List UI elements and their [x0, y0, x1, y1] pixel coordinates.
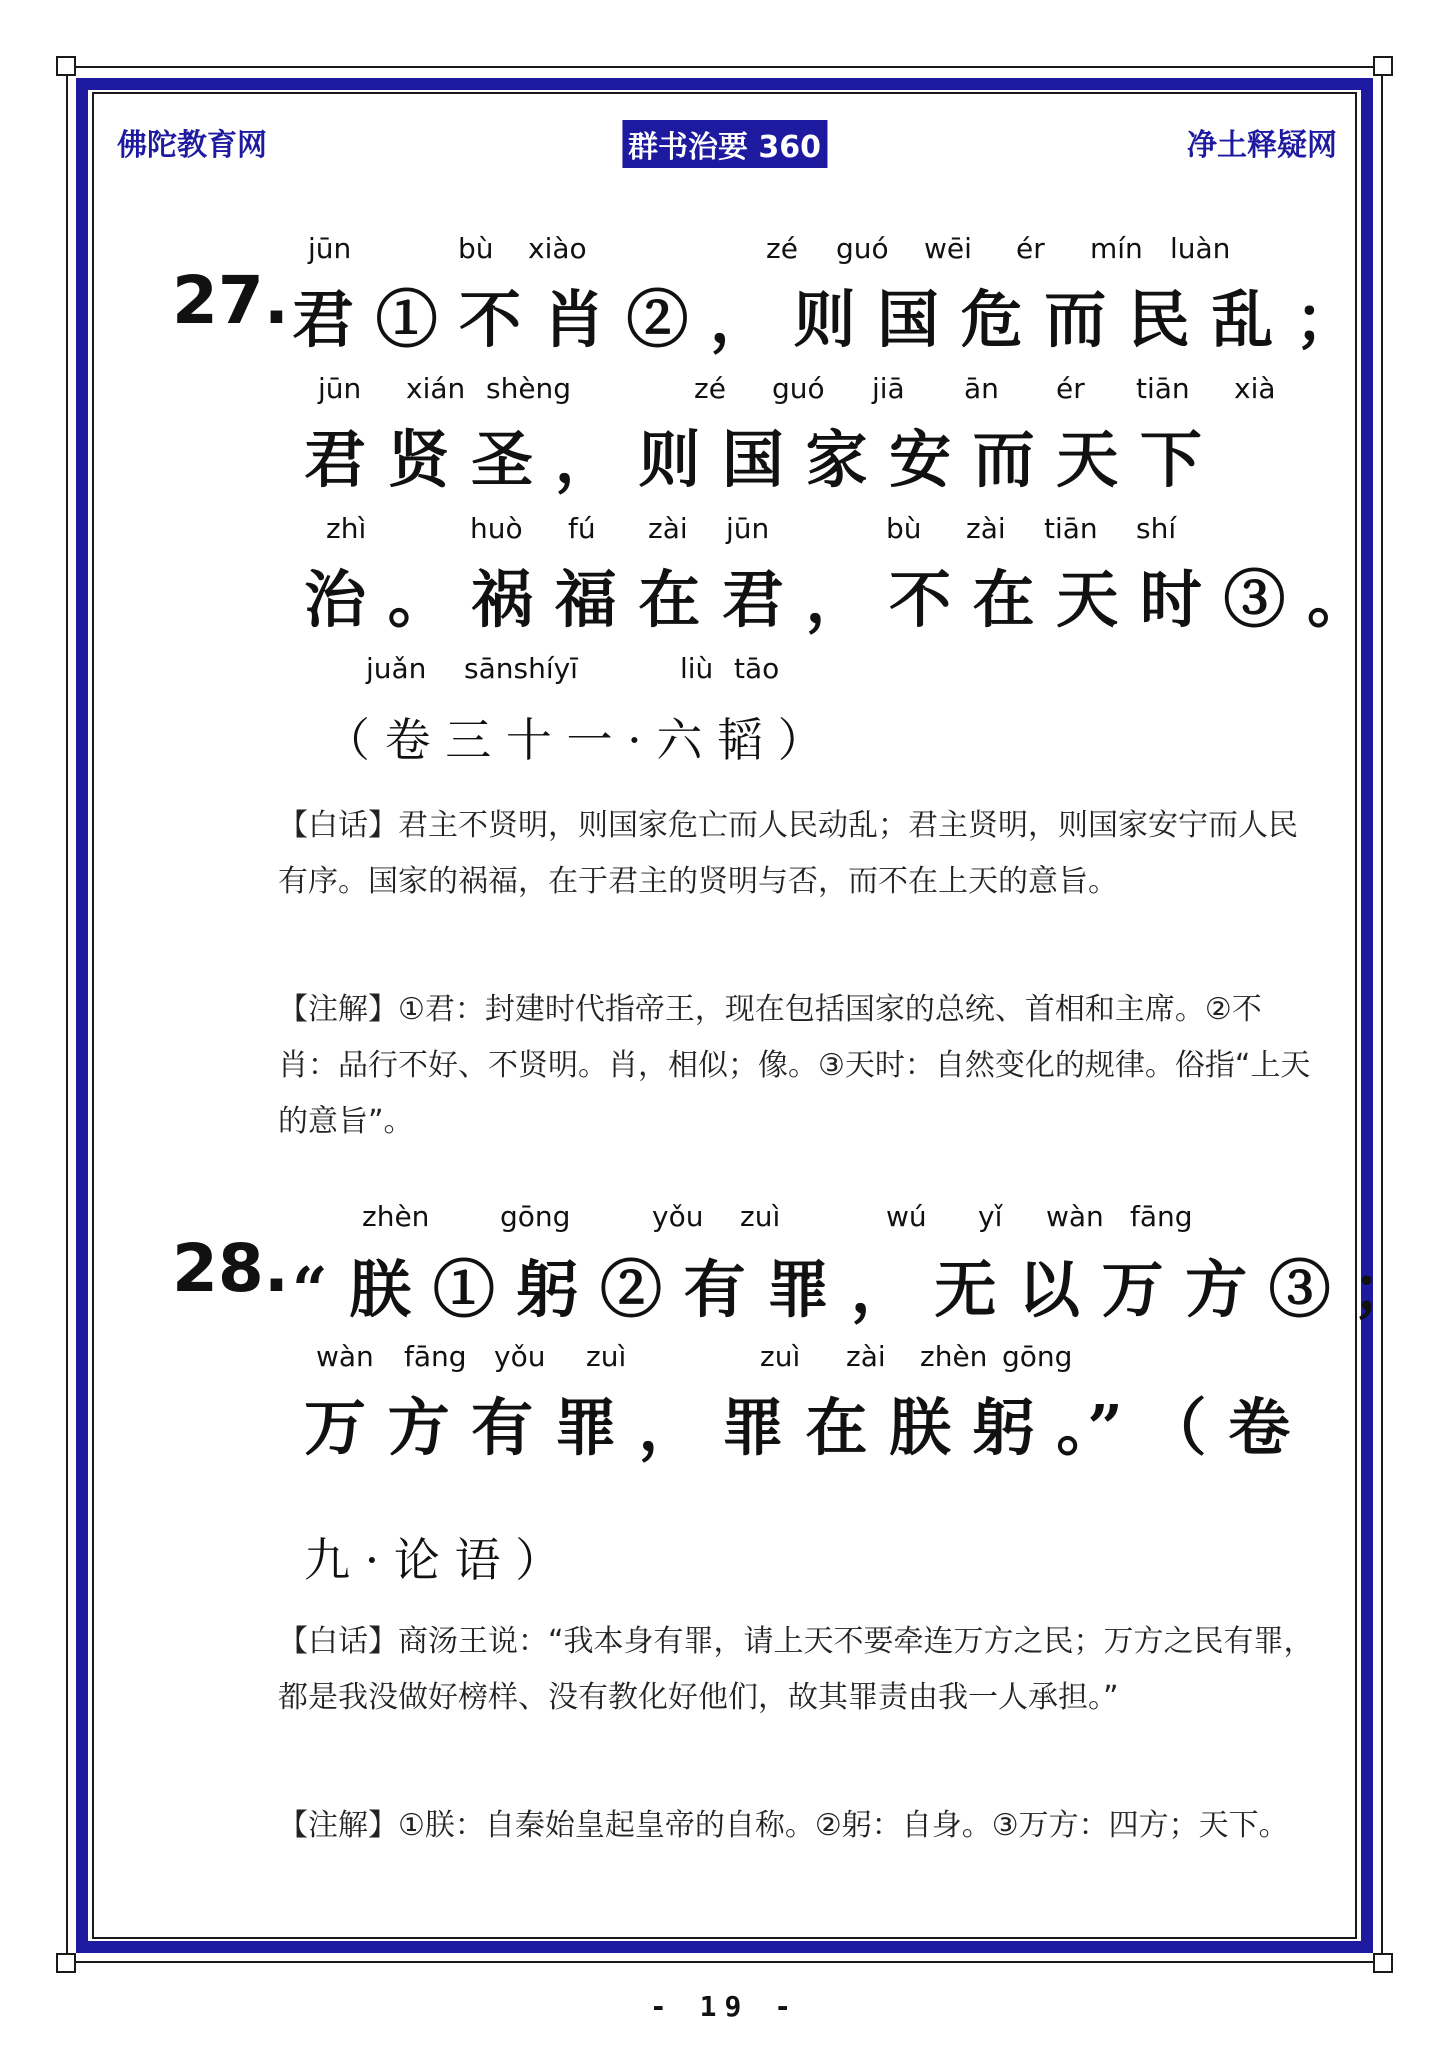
pinyin: wú	[886, 1200, 927, 1233]
pinyin: ér	[1016, 232, 1045, 265]
pinyin: ér	[1056, 372, 1085, 405]
pinyin: shí	[1136, 512, 1177, 545]
baihua-text: 君主不贤明，则国家危亡而人民动乱；君主贤明，则国家安宁而人民有序。国家的祸福，在于君主的贤明与否，而不在上天的意旨。	[278, 808, 1298, 899]
source-citation: 九 · 论 语 ）	[304, 1533, 562, 1587]
pinyin: xián	[406, 372, 466, 405]
pinyin: zé	[766, 232, 798, 265]
header-left-site: 佛陀教育网	[117, 128, 267, 163]
baihua-paragraph	[278, 798, 1318, 910]
pinyin: jūn	[318, 372, 362, 405]
pinyin: juǎn	[366, 652, 427, 685]
pinyin: zài	[846, 1340, 886, 1373]
baihua-label: 【白话】	[278, 808, 398, 843]
pinyin: luàn	[1170, 232, 1231, 265]
pinyin: jūn	[726, 512, 770, 545]
pinyin: jūn	[308, 232, 352, 265]
page-number: - 19 -	[649, 1990, 800, 2023]
verse-line: 君 贤 圣 ， 则 国 家 安 而 天 下	[304, 423, 1202, 496]
pinyin: zuì	[740, 1200, 781, 1233]
pinyin: zài	[966, 512, 1006, 545]
border-corner	[56, 1953, 76, 1973]
zhujie-label: 【注解】	[278, 1808, 398, 1843]
pinyin: zài	[648, 512, 688, 545]
pinyin: wēi	[924, 232, 972, 265]
pinyin: jiā	[872, 372, 905, 405]
pinyin: sānshíyī	[464, 652, 578, 685]
verse-line: 万 方 有 罪 ， 罪 在 朕 躬 。” （ 卷	[304, 1391, 1291, 1464]
pinyin: zuì	[586, 1340, 627, 1373]
pinyin: zhèn	[920, 1340, 988, 1373]
zhujie-label: 【注解】	[278, 992, 398, 1027]
border-corner	[1373, 1953, 1393, 1973]
pinyin: bù	[886, 512, 922, 545]
pinyin: zuì	[760, 1340, 801, 1373]
pinyin: fú	[568, 512, 596, 545]
pinyin: shèng	[486, 372, 572, 405]
pinyin: xiào	[528, 232, 587, 265]
pinyin: liù	[680, 652, 714, 685]
baihua-text: 商汤王说：“我本身有罪，请上天不要牵连万方之民；万方之民有罪，都是我没做好榜样、没有教化好他们，故其罪责由我一人承担。”	[278, 1624, 1314, 1715]
baihua-paragraph	[278, 1614, 1318, 1726]
pinyin: wàn	[1046, 1200, 1104, 1233]
pinyin: gōng	[500, 1200, 571, 1233]
header-right-site: 净土释疑网	[1187, 128, 1337, 163]
pinyin: tiān	[1136, 372, 1190, 405]
pinyin: yǒu	[652, 1200, 704, 1233]
source-citation: （ 卷 三 十 一 · 六 韬 ）	[324, 713, 824, 767]
pinyin: zé	[694, 372, 726, 405]
pinyin: bù	[458, 232, 494, 265]
zhujie-text: ①朕：自秦始皇起皇帝的自称。②躬：自身。③万方：四方；天下。	[398, 1808, 1289, 1843]
border-corner	[56, 56, 76, 76]
pinyin: huò	[470, 512, 523, 545]
verse-line: “ 朕 ① 躬 ② 有 罪 ， 无 以 万 方 ③ ；	[292, 1253, 1415, 1326]
verse-line: 君 ① 不 肖 ② ， 则 国 危 而 民 乱 ；	[292, 283, 1358, 356]
entry-number: 28.	[172, 1230, 289, 1307]
pinyin: zhì	[326, 512, 367, 545]
entry-number: 27.	[172, 262, 289, 339]
pinyin: guó	[772, 372, 825, 405]
pinyin: tiān	[1044, 512, 1098, 545]
pinyin: wàn	[316, 1340, 374, 1373]
pinyin: yǒu	[494, 1340, 546, 1373]
pinyin: yǐ	[978, 1200, 1003, 1233]
pinyin: fāng	[404, 1340, 467, 1373]
border-corner	[1373, 56, 1393, 76]
pinyin: tāo	[734, 652, 780, 685]
pinyin: mín	[1090, 232, 1143, 265]
zhujie-text: ①君：封建时代指帝王，现在包括国家的总统、首相和主席。②不肖：品行不好、不贤明。肖，相似；像。③天时：自然变化的规律。俗指“上天的意旨”。	[278, 992, 1311, 1139]
pinyin: zhèn	[362, 1200, 430, 1233]
pinyin: xià	[1234, 372, 1276, 405]
verse-line: 治 。 祸 福 在 君 ， 不 在 天 时 ③ 。	[304, 563, 1370, 636]
header-book-title: 群书治要 360	[622, 120, 827, 168]
zhujie-paragraph	[278, 982, 1318, 1150]
baihua-label: 【白话】	[278, 1624, 398, 1659]
zhujie-paragraph	[278, 1798, 1318, 1854]
pinyin: fāng	[1130, 1200, 1193, 1233]
pinyin: gōng	[1002, 1340, 1073, 1373]
pinyin: ān	[964, 372, 999, 405]
pinyin: guó	[836, 232, 889, 265]
